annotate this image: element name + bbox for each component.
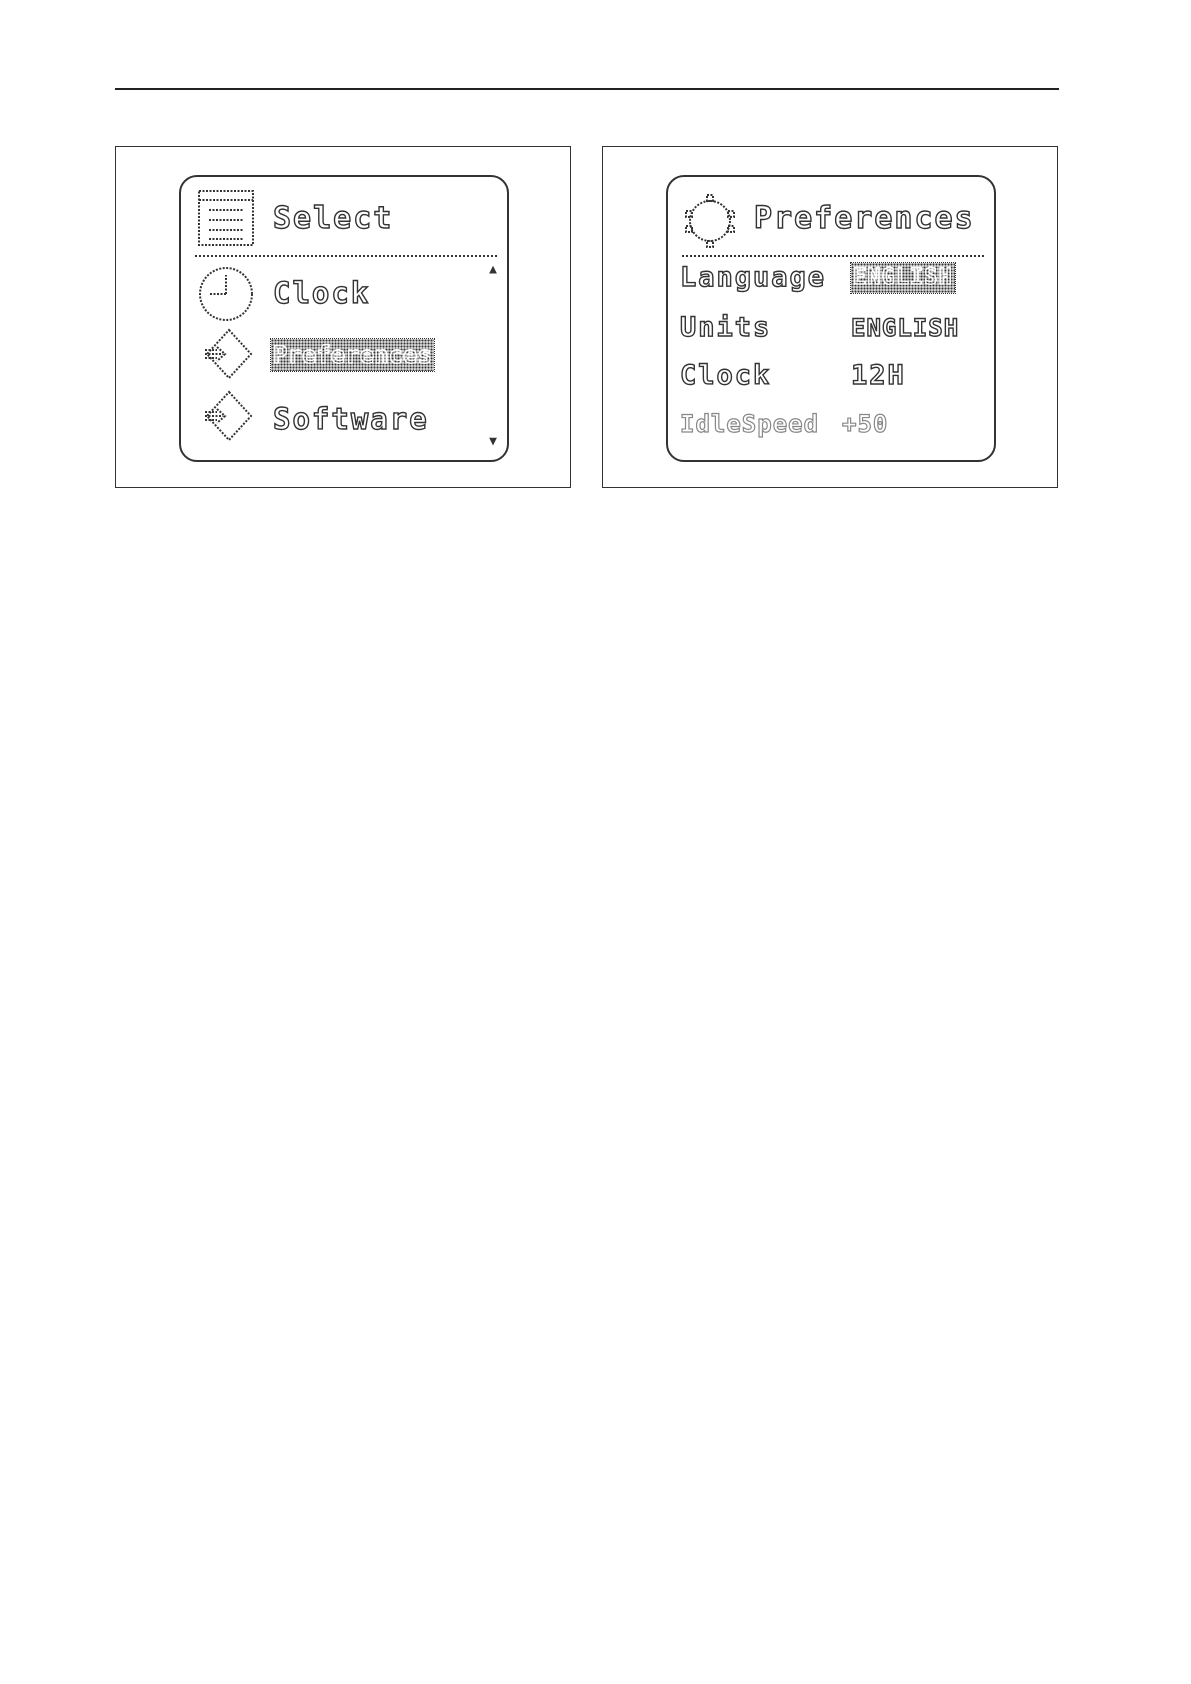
figure-frame-select (115, 146, 571, 488)
lcd-title: Preferences (754, 201, 975, 236)
gear-icon (682, 193, 738, 249)
pref-label: IdleSpeed (680, 410, 820, 438)
menu-item-label: Software (273, 402, 429, 436)
diamond-arrow-icon (201, 389, 253, 443)
title-separator (682, 255, 984, 257)
clock-icon (197, 265, 255, 323)
pref-label: Units (680, 312, 772, 343)
scroll-up-arrow[interactable]: ▲ (489, 262, 497, 277)
pref-value: +50 (842, 410, 889, 438)
lcd-screen-preferences (666, 175, 996, 462)
figure-frame-preferences (602, 146, 1058, 488)
pref-value: ENGLISH (851, 314, 960, 342)
pref-label: Language (680, 262, 827, 293)
menu-list-icon (197, 189, 255, 247)
menu-item-label: Clock (273, 276, 371, 310)
pref-value: 12H (851, 360, 906, 391)
header-rule (115, 88, 1059, 90)
menu-item-label-selected: Preferences (273, 341, 432, 369)
pref-value-selected: ENGLISH (851, 263, 955, 293)
diamond-arrow-icon (201, 327, 253, 381)
pref-label: Clock (680, 360, 772, 391)
lcd-title: Select (273, 201, 394, 236)
scroll-down-arrow[interactable]: ▼ (489, 434, 497, 449)
title-separator (195, 255, 497, 257)
lcd-screen-select (179, 175, 509, 462)
